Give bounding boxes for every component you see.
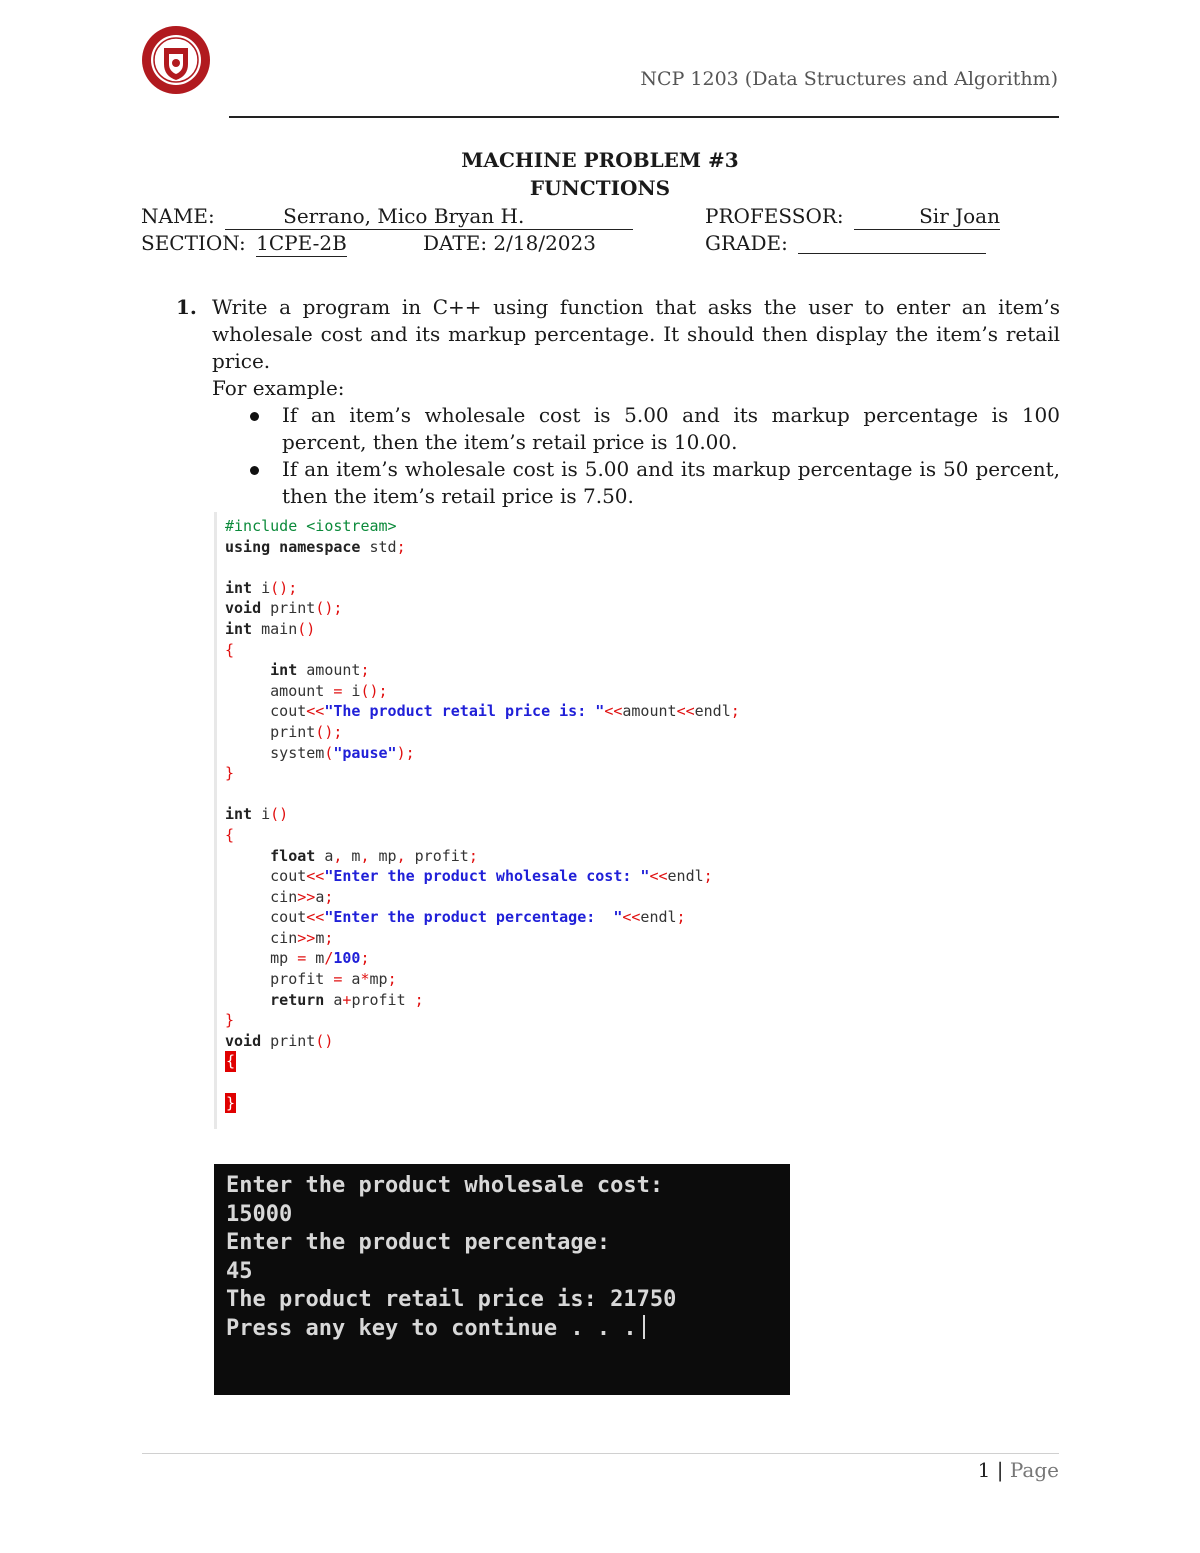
bullet-text: If an item’s wholesale cost is 5.00 and its markup percentage is 50 percent, then the item’s retail price is 7.50. [282, 457, 1060, 508]
name-field [141, 203, 633, 230]
console-output [214, 1164, 790, 1395]
grade-value [798, 231, 986, 254]
name-label: NAME: [141, 204, 215, 228]
console-line: The product retail price is: 21750 [226, 1287, 677, 1313]
grade-field [705, 230, 986, 256]
problem-text: Write a program in C++ using function that asks the user to enter an item’s wholesale cost and its markup percentage. It should then display the item’s retail price. [212, 295, 1060, 373]
name-value: Serrano, Mico Bryan H. [225, 203, 633, 230]
console-line: Enter the product wholesale cost: [226, 1173, 664, 1198]
page-label: Page [1009, 1458, 1059, 1482]
date-value: 2/18/2023 [493, 231, 596, 255]
date-label: DATE: [423, 231, 488, 255]
example-bullet [282, 456, 1060, 510]
document-title: MACHINE PROBLEM #3 [461, 148, 739, 172]
text-cursor [643, 1315, 645, 1339]
section-label: SECTION: [141, 231, 246, 255]
footer-rule [142, 1453, 1059, 1454]
code-screenshot [214, 512, 828, 1129]
bullet-text: If an item’s wholesale cost is 5.00 and its markup percentage is 100 percent, then the item’s retail price is 10.00. [282, 403, 1060, 454]
console-line: 15000 [226, 1201, 293, 1227]
example-label: For example: [212, 376, 345, 400]
page-separator: | [996, 1458, 1004, 1482]
professor-value: Sir Joan [854, 203, 1000, 230]
header-rule [229, 116, 1059, 118]
problem-statement [176, 294, 1060, 510]
problem-number: 1. [176, 295, 197, 319]
page-number-value: 1 [977, 1458, 991, 1482]
course-title: NCP 1203 (Data Structures and Algorithm) [640, 68, 1058, 90]
bullet-icon [250, 466, 259, 475]
grade-label: GRADE: [705, 231, 788, 255]
section-field [141, 230, 347, 257]
console-line: Enter the product percentage: [226, 1230, 611, 1256]
bullet-icon [250, 412, 259, 421]
source-code: #include <iostream> using namespace std; int i(); void print(); int main() { int amount; amount = i(); cout<<"The product retail price is: "<<amount<<endl; print(); system("pause"); } int i() { float a, m, mp, profit; cout<<"Enter the product wholesale cost: "<<endl; cin>>a; cout<<"Enter the product percentage: "<<endl; cin>>m; mp = m/100; profit = a*mp; return a+profit ; } void print() { } [225, 517, 740, 1112]
console-line: 45 [226, 1258, 253, 1284]
university-seal-icon [140, 24, 212, 96]
document-subtitle: FUNCTIONS [529, 176, 671, 200]
professor-field [705, 203, 1000, 230]
example-bullet [282, 402, 1060, 456]
professor-label: PROFESSOR: [705, 204, 844, 228]
console-line: Press any key to continue . . . [226, 1315, 637, 1341]
section-value: 1CPE-2B [256, 231, 347, 255]
page-number [978, 1458, 1059, 1482]
date-field [423, 230, 596, 256]
